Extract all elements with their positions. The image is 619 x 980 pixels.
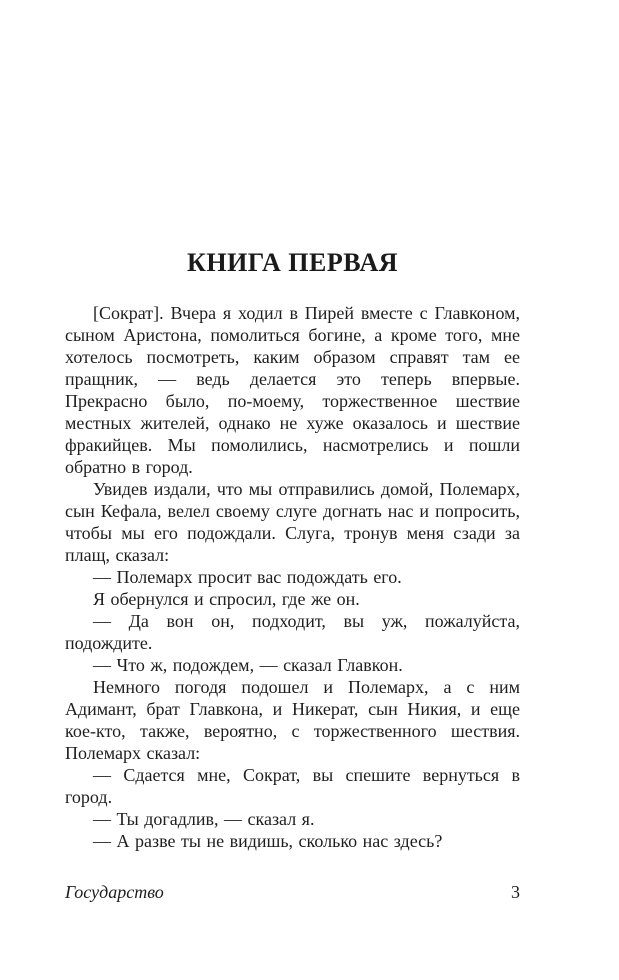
running-title: Государство	[65, 882, 164, 902]
paragraph-dialogue: — Что ж, подождем, — сказал Главкон.	[93, 655, 403, 675]
paragraph: Я обернулся и спросил, где же он.	[93, 589, 360, 609]
paragraph-dialogue: — Да вон он, подходит, вы уж, пожалуйста, подождите.	[65, 611, 520, 653]
paragraph: Увидев издали, что мы отправились домой, Полемарх, сын Кефала, велел своему слуге догнать нас и попросить, чтобы мы его подождали. Слуга, тронув меня сзади за плащ, сказал:	[65, 479, 520, 565]
paragraph-dialogue: — Полемарх просит вас подождать его.	[93, 567, 402, 587]
paragraph-dialogue: — А разве ты не видишь, сколько нас здесь?	[93, 831, 443, 851]
body-text-block	[65, 302, 520, 852]
paragraph-dialogue: — Ты догадлив, — сказал я.	[93, 809, 315, 829]
page-number: 3	[511, 882, 520, 902]
paragraph-dialogue: — Сдается мне, Сократ, вы спешите вернуться в город.	[65, 765, 520, 807]
chapter-heading: КНИГА ПЕРВАЯ	[187, 248, 398, 277]
paragraph: Немного погодя подошел и Полемарх, а с ним Адимант, брат Главкона, и Никерат, сын Никия, и еще кое-кто, также, вероятно, с торжественного шествия. Полемарх сказал:	[65, 677, 520, 763]
page-footer	[65, 881, 520, 903]
paragraph: [Сократ]. Вчера я ходил в Пирей вместе с Главконом, сыном Аристона, помолиться богине, а кроме того, мне хотелось посмотреть, каким образом справят там ее пращник, — ведь делается это теперь впервые. Прекрасно было, по-моему, торжественное шествие местных жителей, однако не хуже оказалось и шествие фракийцев. Мы помолились, насмотрелись и пошли обратно в город.	[65, 303, 520, 477]
